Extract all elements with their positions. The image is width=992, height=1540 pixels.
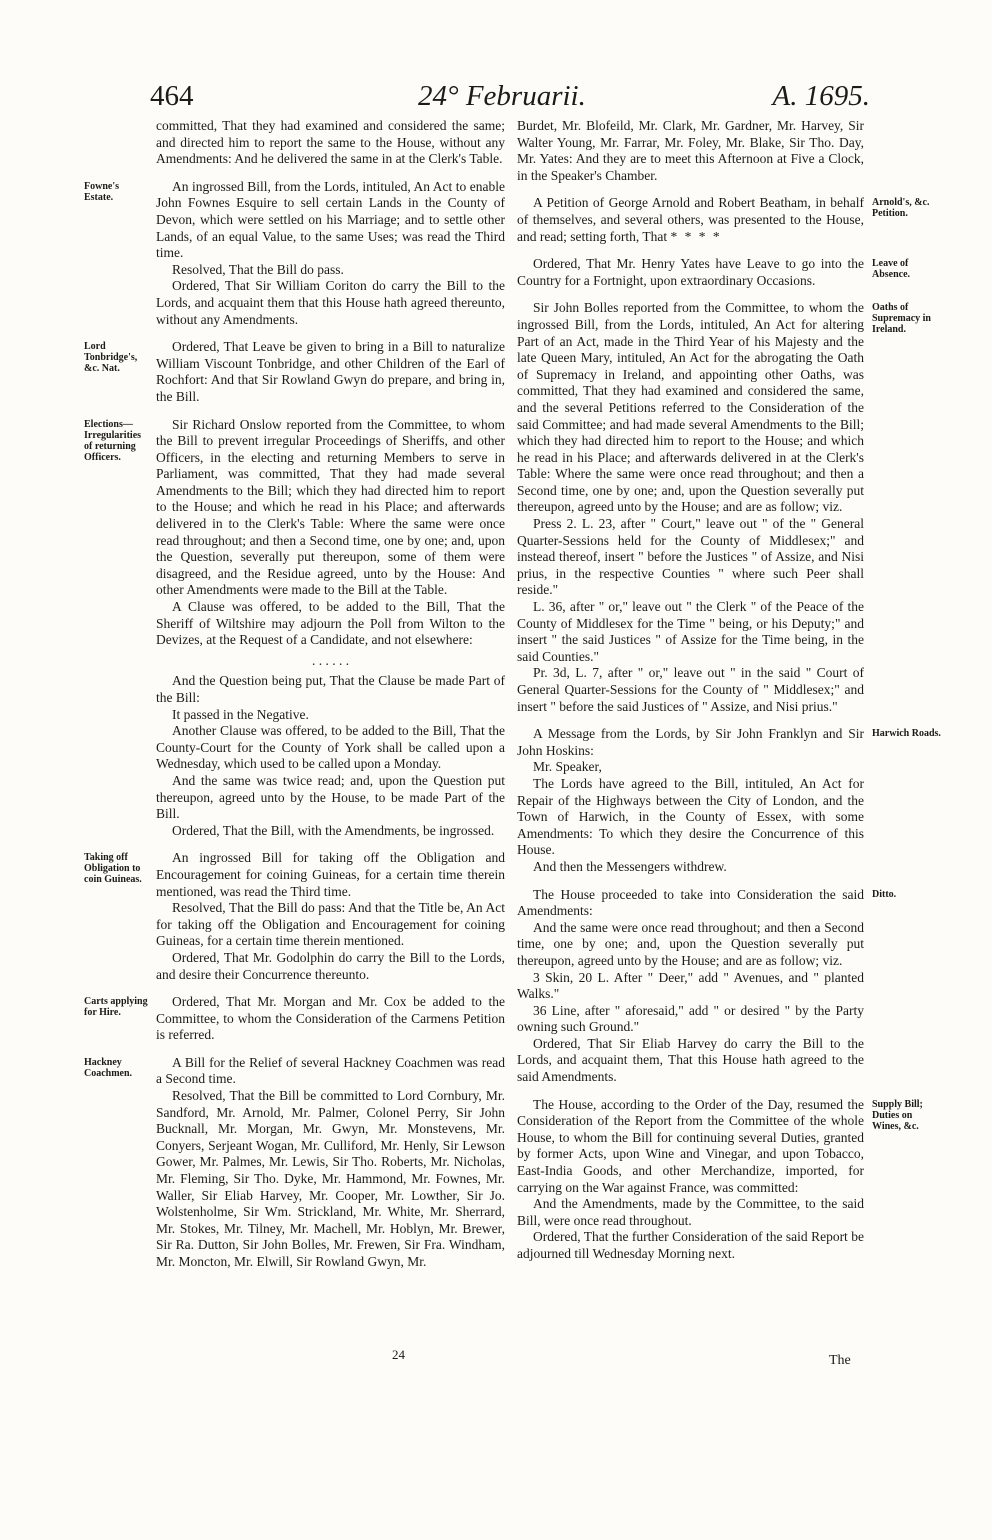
page-number: 464 <box>150 80 194 112</box>
paragraph: It passed in the Negative. <box>172 706 309 722</box>
right-column <box>517 118 941 1274</box>
paragraph: Ordered, That Mr. Godolphin do carry the Bill to the Lords, and desire their Concurrence thereunto. <box>156 949 505 982</box>
left-column <box>84 118 505 1282</box>
paragraph: Another Clause was offered, to be added to the Bill, That the County-Court for the County of York shall be called upon a Wednesday, which used to be called upon a Monday. <box>156 723 505 772</box>
margin-note: Elections—Irregularities of returning Officers. <box>84 418 142 463</box>
paragraph: Ordered, That the Bill, with the Amendments, be ingrossed. <box>172 822 495 838</box>
petition-text: A Petition of George Arnold and Robert Beatham, in behalf of themselves, and several others, was presented to the House, and read; setting forth, That <box>517 195 864 244</box>
paragraph: Resolved, That the Bill be committed to Lord Cornbury, Mr. Sandford, Mr. Arnold, Mr. Palmer, Colonel Perry, Sir John Bucknall, Mr. Morgan, Mr. Gwyn, Mr. Monstevens, Mr. Conyers, Serjeant Wogan, Mr. Culliford, Mr. Henly, Sir Lewson Gower, Mr. Palmes, Mr. Lewis, Sir Tho. Roberts, Mr. Nicholas, Mr. Fleming, Sir Tho. Dyke, Mr. Hammond, Mr. Fownes, Mr. Waller, Sir Eliab Harvey, Mr. Cooper, Mr. Lowther, Sir Jo. Wolstenholme, Sir Wm. Strickland, Mr. White, Mr. Sherrard, Mr. Stokes, Mr. Tilney, Mr. Machell, Mr. Hoblyn, Mr. Brewer, Sir Ra. Dutton, Sir John Bolles, Mr. Frewen, Sir Fra. Windham, Mr. Moncton, Mr. Elwill, Sir Rowland Gwyn, Mr. <box>156 1088 505 1269</box>
paragraph: Burdet, Mr. Blofeild, Mr. Clark, Mr. Gardner, Mr. Harvey, Sir Walter Young, Mr. Farrar, Mr. Foley, Mr. Blake, Sir Tho. Day, Mr. Yates: And they are to meet this Afternoon at Five a Clock, in the Speaker's Chamber. <box>517 118 864 183</box>
entry-fownes-estate <box>84 178 505 328</box>
paragraph: Sir John Bolles reported from the Committee, to whom the ingrossed Bill, from the Lords, intituled, An Act for altering Part of an Act, made in the Third Year of his Majesty and the late Queen Mary, intituled, An Act for the abrogating the Oath of Supremacy in Ireland, and appointing other Oaths, was committed, That they had examined and considered the same, and the several Petitions referred to the Consideration of the said Committee; and had made several Amendments to the Bill; which they had directed him to report to the House; and which he read in his Place; and afterwards delivered in at the Clerk's Table: Where the same were once read throughout; and then a Second time, one by one; and, upon the Question severally put thereupon, agreed unto by the House; and are as follow; viz. <box>517 300 864 515</box>
continuation-entry <box>517 118 864 184</box>
entry-leave-of-absence <box>517 256 911 289</box>
paragraph <box>517 195 864 245</box>
paragraph: Resolved, That the Bill do pass: And that the Title be, An Act for taking off the Obligation and Encouragement for coining Guineas, for a certain time therein mentioned. <box>156 900 505 949</box>
paragraph: Ordered, That the further Consideration of the said Report be adjourned till Wednesday Morning next. <box>517 1229 864 1261</box>
amendment: L. 36, after " or," leave out " the Clerk " of the Peace of the County of Middlesex for the Time " being, or his Deputy;" and insert " the said Justices " of Assize for the Time being, in the said Counties." <box>517 599 864 664</box>
continuation-entry <box>156 118 505 168</box>
entry-tonbridge-naturalization <box>84 339 505 405</box>
paragraph: And the same were once read throughout; and then a Second time, one by one; and, upon the Question severally put thereupon, agreed unto by the House; and are as follow; viz. <box>517 919 864 968</box>
margin-note: Lord Tonbridge's, &c. Nat. <box>84 341 138 375</box>
paragraph: The House proceeded to take into Consideration the said Amendments: <box>517 886 864 919</box>
amendment: Press 2. L. 23, after " Court," leave out " of the " General Quarter-Sessions held for the County of Middlesex;" and instead thereof, insert " before the Justices " of Assize, and Nisi prius, in the respective Counties " where such Peer shall reside." <box>517 516 864 598</box>
amendment: 3 Skin, 20 L. After " Deer," add " Avenues, and " planted Walks." <box>517 969 864 1002</box>
paragraph: An ingrossed Bill for taking off the Obligation and Encouragement for coining Guineas, for a certain time therein mentioned, was read the Third time. <box>156 850 505 899</box>
amendment: Pr. 3d, L. 7, after " or," leave out " in the said " Court of General Quarter-Sessions for the County of " Middlesex;" and insert " before the said Justices of " Assize, and Nisi prius." <box>517 665 864 714</box>
omission-stars: * * * * <box>670 228 722 244</box>
amendment: 36 Line, after " aforesaid," add " or desired " by the Party owning such Ground." <box>517 1002 864 1035</box>
margin-note: Harwich Roads. <box>872 728 941 740</box>
entry-coining-guineas <box>84 850 505 983</box>
paragraph: A Clause was offered, to be added to the Bill, That the Sheriff of Wiltshire may adjourn the Poll from Wilton to the Devizes, at the Request of a Candidate, and not elsewhere: <box>156 599 505 648</box>
margin-note: Taking off Obligation to coin Guineas. <box>84 852 142 886</box>
paragraph: And then the Messengers withdrew. <box>533 858 727 874</box>
paragraph: Ordered, That Sir William Coriton do carry the Bill to the Lords, and acquaint them that this House hath agreed thereunto, without any Amendments. <box>156 278 505 327</box>
margin-note: Ditto. <box>872 888 897 900</box>
entry-carts <box>84 994 505 1044</box>
margin-note: Arnold's, &c. Petition. <box>872 197 930 220</box>
margin-note: Hackney Coachmen. <box>84 1056 133 1079</box>
page-year: A. 1695. <box>772 80 870 112</box>
paragraph: And the Amendments, made by the Committee, to the said Bill, were once read throughout. <box>517 1196 864 1228</box>
margin-note: Oaths of Supremacy in Ireland. <box>872 302 931 336</box>
paragraph: Ordered, That Leave be given to bring in a Bill to naturalize William Viscount Tonbridge, and other Children of the Earl of Rochfort: And that Sir Rowland Gwyn do prepare, and bring in, the Bill. <box>156 339 505 404</box>
paragraph: A Bill for the Relief of several Hackney Coachmen was read a Second time. <box>156 1054 505 1087</box>
entry-ditto <box>517 886 897 1086</box>
catchword: The <box>829 1353 851 1368</box>
entry-supply-bill <box>517 1096 923 1263</box>
paragraph: Sir Richard Onslow reported from the Committee, to whom the Bill to prevent irregular Proceedings of Sheriffs, and other Officers, in the electing and returning Members to serve in Parliament, was committed, That they had made several Amendments to the Bill; which they had directed him to report to the House; and which he read in his Place; and afterwards delivered in to the Clerk's Table: Where the same were once read throughout; and then a Second time, one by one; and, upon the Question, severally put thereupon, some of them were disagreed, and the Residue agreed, unto by the House: And other Amendments were made to the Bill at the Table. <box>156 416 505 598</box>
paragraph: Resolved, That the Bill do pass. <box>172 261 344 277</box>
margin-note: Fowne's Estate. <box>84 180 119 203</box>
paragraph: A Message from the Lords, by Sir John Franklyn and Sir John Hoskins: <box>517 726 864 758</box>
paragraph: Ordered, That Mr. Henry Yates have Leave to go into the Country for a Fortnight, upon extraordinary Occasions. <box>517 256 864 288</box>
margin-note: Leave of Absence. <box>872 258 911 281</box>
paragraph: Ordered, That Mr. Morgan and Mr. Cox be added to the Committee, to whom the Consideration of the Carmens Petition is referred. <box>156 994 505 1043</box>
paragraph: The Lords have agreed to the Bill, intituled, An Act for Repair of the Highways between the City of London, and the Town of Harwich, in the County of Essex, with some Amendments: To which they desire the Concurrence of this House. <box>517 775 864 858</box>
entry-harwich-roads <box>517 726 941 875</box>
paragraph: Ordered, That Sir Eliab Harvey do carry the Bill to the Lords, and acquaint them, That this House hath agreed to the said Amendments. <box>517 1035 864 1085</box>
paragraph: And the same was twice read; and, upon the Question put thereupon, agreed unto by the House, to be made Part of the Bill. <box>156 772 505 822</box>
paragraph: The House, according to the Order of the Day, resumed the Consideration of the Report from the Committee of the whole House, to whom the Bill for continuing several Duties, granted by former Acts, upon Wine and Vinegar, and upon Tobacco, East-India Goods, and other Merchandize, imported, for carrying on the War against France, was committed: <box>517 1096 864 1195</box>
paragraph: committed, That they had examined and considered the same; and directed him to report the same to the House, without any Amendments: And he delivered the same in at the Clerk's Table. <box>156 118 505 167</box>
entry-hackney-coachmen <box>84 1054 505 1271</box>
signature-mark: 24 <box>392 1347 405 1362</box>
margin-note: Carts applying for Hire. <box>84 996 148 1019</box>
entry-arnold-petition <box>517 195 930 245</box>
omission-dots: . . . . . . <box>311 652 350 668</box>
margin-note: Supply Bill; Duties on Wines, &c. <box>872 1098 923 1132</box>
page-date-heading: 24° Februarii. <box>418 80 586 112</box>
entry-oaths-of-supremacy <box>517 300 931 715</box>
entry-elections <box>84 416 505 840</box>
paragraph: Mr. Speaker, <box>533 759 602 775</box>
paragraph: An ingrossed Bill, from the Lords, intituled, An Act to enable John Fownes Esquire to sell certain Lands in the County of Devon, which were settled on his Marriage; and to settle other Lands, of an equal Value, to the same Uses; was read the Third time. <box>156 178 505 261</box>
paragraph: And the Question being put, That the Clause be made Part of the Bill: <box>156 673 505 705</box>
